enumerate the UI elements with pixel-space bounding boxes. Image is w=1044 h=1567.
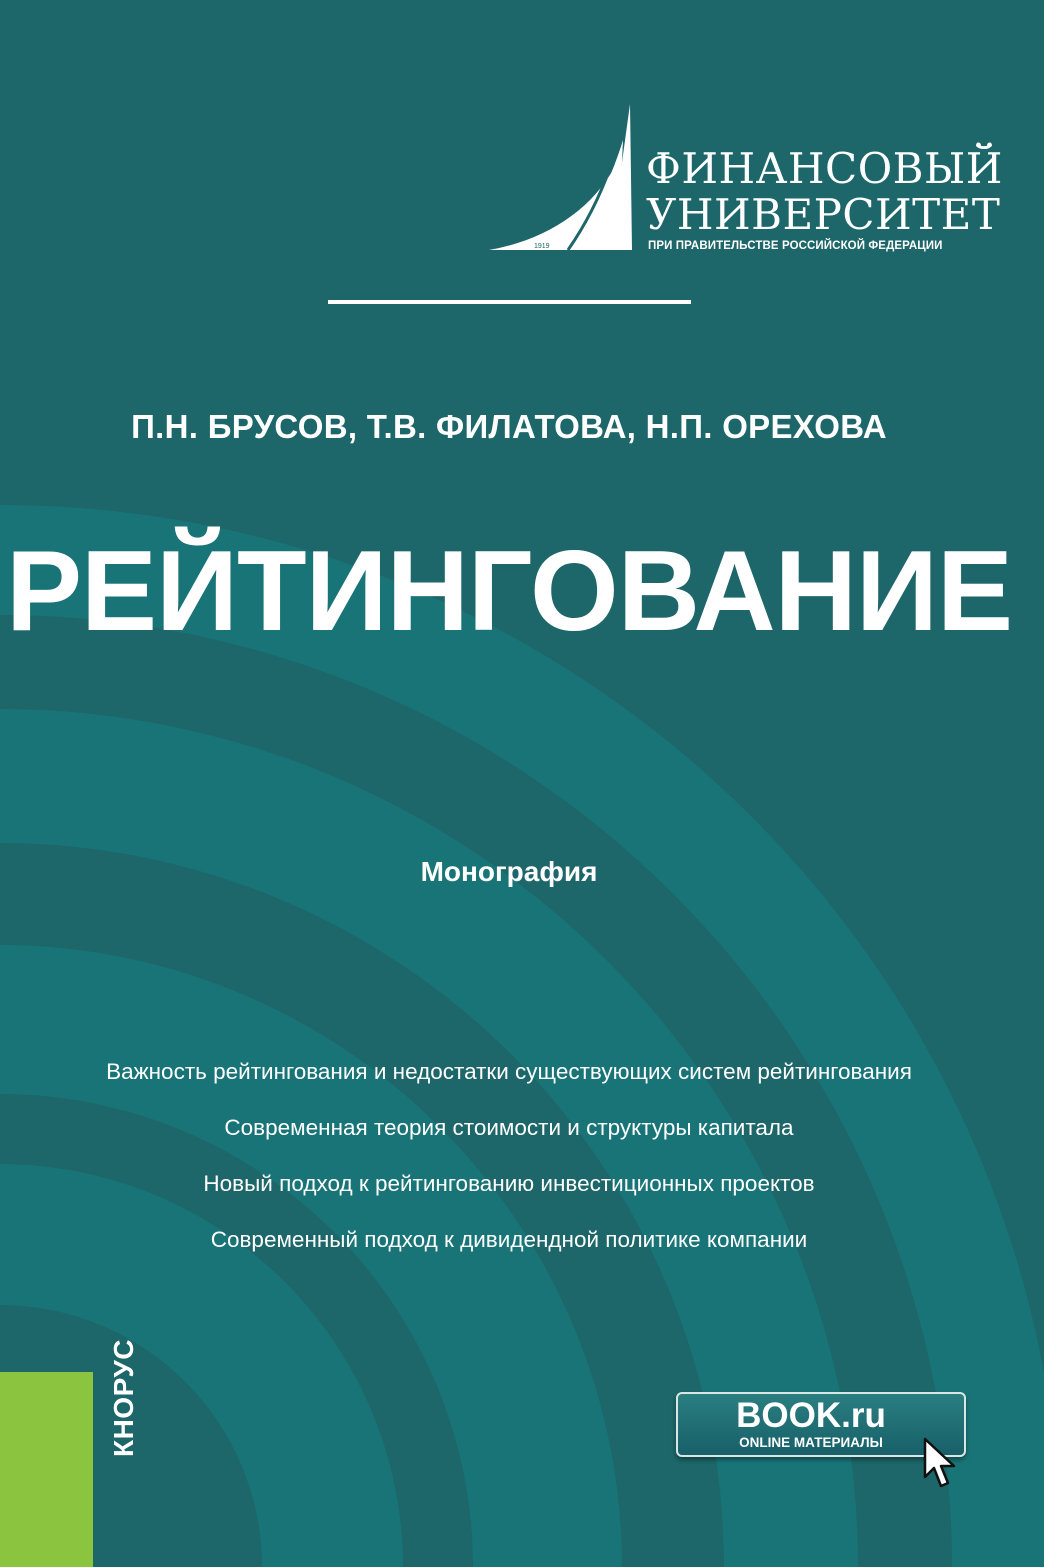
divider-line bbox=[328, 300, 691, 304]
book-subtitle: Монография bbox=[420, 856, 598, 887]
book-ru-subtitle: ONLINE МАТЕРИАЛЫ bbox=[739, 1435, 883, 1450]
feature-item: Важность рейтингования и недостатки существующих систем рейтингования bbox=[106, 1059, 912, 1084]
feature-item: Современная теория стоимости и структуры капитала bbox=[224, 1115, 794, 1140]
logo-line-1: ФИНАНСОВЫЙ bbox=[646, 144, 1003, 193]
accent-green-block bbox=[0, 1372, 93, 1567]
cursor-arrow-icon bbox=[922, 1437, 958, 1493]
feature-item: Современный подход к дивидендной политике компании bbox=[210, 1227, 808, 1252]
book-ru-title: BOOK.ru bbox=[736, 1396, 886, 1435]
feature-item: Новый подход к рейтингованию инвестиционных проектов bbox=[203, 1171, 815, 1196]
publisher-name: КНОРУС bbox=[108, 1338, 139, 1458]
feature-list bbox=[0, 1044, 1018, 1268]
university-logo bbox=[486, 100, 1003, 260]
logo-year: 1919 bbox=[534, 243, 550, 250]
logo-line-2: УНИВЕРСИТЕТ bbox=[646, 190, 1001, 239]
logo-subtitle: ПРИ ПРАВИТЕЛЬСТВЕ РОССИЙСКОЙ ФЕДЕРАЦИИ bbox=[648, 240, 943, 252]
university-logo-icon bbox=[486, 100, 646, 260]
book-title: РЕЙТИНГОВАНИЕ bbox=[6, 528, 1012, 655]
authors: П.Н. БРУСОВ, Т.В. ФИЛАТОВА, Н.П. ОРЕХОВА bbox=[131, 408, 887, 445]
